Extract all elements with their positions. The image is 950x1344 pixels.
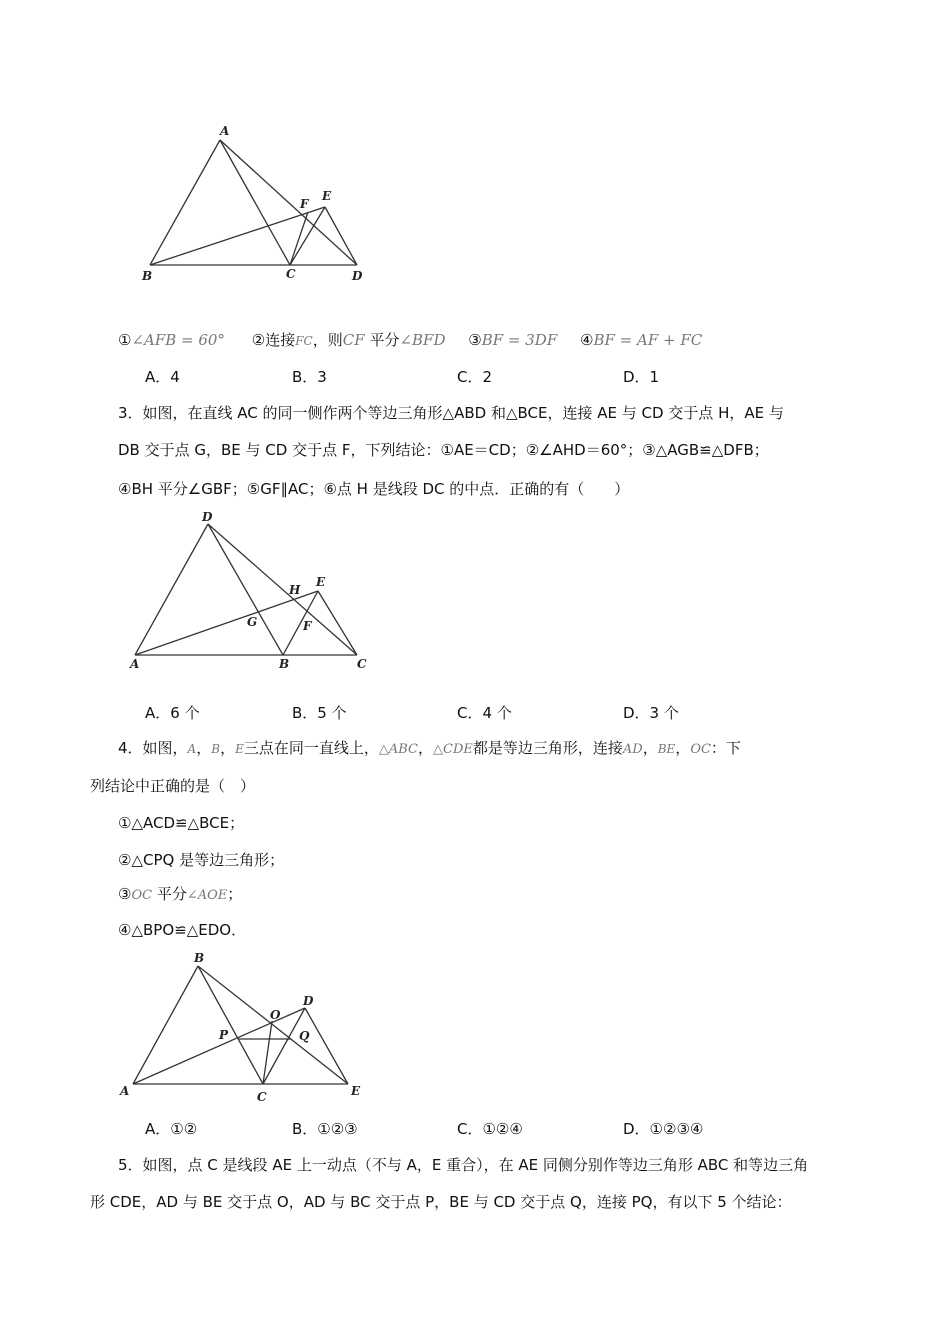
q4-line1-d: ：下	[710, 739, 741, 757]
q4-pt-b: B	[211, 742, 221, 756]
q4-label-q: Q	[299, 1029, 310, 1043]
q4-sep2: ，	[220, 739, 236, 757]
q3-line2: DB 交于点 G，BE 与 CD 交于点 F，下列结论：①AE＝CD；②∠AHD＝60°；③△AGB≌△DFB；	[118, 441, 769, 459]
q4-stmt3-end: ；	[227, 885, 243, 903]
q4-stmt2: ②△CPQ 是等边三角形；	[118, 851, 285, 869]
q2-stmt2-math-c: ∠BFD	[399, 331, 446, 349]
q2-label-d: D	[352, 269, 363, 283]
q3-label-g: G	[247, 615, 258, 629]
q4-seg3: OC	[690, 742, 711, 757]
q4-stmt3-math-b: ∠AOE	[186, 888, 228, 903]
q2-stmt4-num: ④	[580, 331, 594, 349]
q2-label-e: E	[322, 189, 332, 203]
q4-option-a: A．①②	[145, 1120, 198, 1138]
q4-seg2: BE	[657, 742, 676, 756]
q2-stmt2-math-a: FC	[295, 334, 313, 348]
q4-line2: 列结论中正确的是（ ）	[90, 777, 256, 795]
q4-label-e: E	[351, 1084, 361, 1098]
q2-label-c: C	[286, 267, 296, 281]
q3-label-h: H	[289, 583, 301, 597]
q2-option-b: B．3	[292, 368, 327, 386]
q4-label-b: B	[194, 951, 205, 965]
q4-stmt3-num: ③	[118, 885, 132, 903]
q3-line1: 3．如图，在直线 AC 的同一侧作两个等边三角形△ABD 和△BCE，连接 AE 与 CD 交于点 H，AE 与	[118, 404, 784, 422]
q4-tri2: △CDE	[433, 742, 473, 757]
q2-figure	[130, 120, 380, 290]
q4-seg1: AD	[622, 742, 643, 757]
q2-stmt2-text-a: 连接	[265, 331, 296, 349]
q4-stmt3-text: 平分	[156, 885, 187, 903]
q4-sep1: ，	[196, 739, 212, 757]
q3-line3: ④BH 平分∠GBF；⑤GF∥AC；⑥点 H 是线段 DC 的中点．正确的有（ ）	[118, 480, 630, 498]
q4-option-b: B．①②③	[292, 1120, 358, 1138]
q2-statements	[118, 330, 702, 351]
q2-stmt2-math-b: CF	[342, 331, 365, 349]
q4-line1-b: 三点在同一直线上，	[243, 739, 379, 757]
q3-label-e: E	[316, 575, 326, 589]
q2-option-c: C．2	[457, 368, 493, 386]
q4-stmt4: ④△BPO≌△EDO．	[118, 921, 247, 939]
q4-sep5: ，	[675, 739, 691, 757]
q4-label-d: D	[303, 994, 314, 1008]
q4-line1-c: 都是等边三角形，连接	[472, 739, 623, 757]
q4-figure	[115, 950, 375, 1105]
q2-option-a: A．4	[145, 368, 180, 386]
q4-label-o: O	[270, 1008, 281, 1022]
q2-stmt1-math: ∠AFB = 60°	[131, 331, 225, 349]
q4-tri1: △ABC	[378, 742, 418, 757]
q2-stmt2-num: ②	[251, 331, 266, 349]
q2-label-b: B	[142, 269, 153, 283]
q3-label-c: C	[357, 657, 367, 671]
q2-stmt3-math: BF = 3DF	[481, 331, 558, 349]
q3-label-a: A	[130, 657, 140, 671]
q2-stmt2-text-b: ，则	[312, 331, 343, 349]
q4-pt-e: E	[235, 742, 244, 756]
q4-label-a: A	[120, 1084, 130, 1098]
q3-label-b: B	[279, 657, 290, 671]
q3-figure	[125, 508, 375, 673]
q4-sep3: ，	[418, 739, 434, 757]
q4-label-p: P	[219, 1028, 229, 1042]
q2-stmt4-math: BF = AF + FC	[593, 331, 703, 349]
q4-line1-a: 4．如图，	[118, 739, 188, 757]
q4-line1	[118, 738, 741, 760]
q4-pt-a: A	[187, 742, 197, 756]
q5-line1: 5．如图，点 C 是线段 AE 上一动点（不与 A，E 重合），在 AE 同侧分别作等边三角形 ABC 和等边三角	[118, 1156, 809, 1174]
q2-label-a: A	[220, 124, 230, 138]
q4-option-d: D．①②③④	[623, 1120, 704, 1138]
q2-stmt2-text-c: 平分	[369, 331, 400, 349]
q4-stmt3	[118, 884, 242, 906]
q4-label-c: C	[257, 1090, 267, 1104]
q4-option-c: C．①②④	[457, 1120, 523, 1138]
q3-option-c: C．4 个	[457, 704, 512, 722]
q4-stmt1: ①△ACD≌△BCE；	[118, 814, 245, 832]
q2-stmt1-num: ①	[118, 331, 132, 349]
q3-option-d: D．3 个	[623, 704, 679, 722]
q4-sep4: ，	[642, 739, 658, 757]
q2-option-d: D．1	[623, 368, 660, 386]
q3-option-b: B．5 个	[292, 704, 347, 722]
q5-line2: 形 CDE，AD 与 BE 交于点 O，AD 与 BC 交于点 P，BE 与 CD 交于点 Q，连接 PQ，有以下 5 个结论：	[90, 1193, 792, 1211]
q3-label-d: D	[202, 510, 213, 524]
q2-stmt3-num: ③	[468, 331, 482, 349]
q4-stmt3-math-a: OC	[131, 888, 153, 903]
q2-label-f: F	[300, 197, 309, 211]
q3-label-f: F	[303, 619, 312, 633]
q3-option-a: A．6 个	[145, 704, 200, 722]
